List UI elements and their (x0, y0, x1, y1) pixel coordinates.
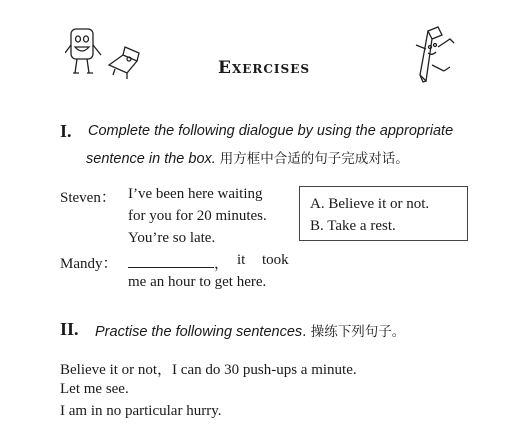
section-1-number: I. (60, 121, 72, 141)
mandy-line-2: me an hour to get here. (128, 274, 267, 290)
steven-line-3: You’re so late. (128, 230, 216, 246)
practice-sentence-3: I am in no particular hurry. (60, 403, 222, 419)
section-1-instruction-zh: 用方框中合适的句子完成对话。 (219, 151, 409, 167)
page-title: Exercises (217, 58, 311, 78)
section-1-instruction-line2 (86, 147, 409, 168)
mandy-comma: ， (214, 256, 230, 272)
option-b: B. Take a rest. (310, 218, 396, 234)
section-2-instruction (95, 320, 405, 341)
steven-label: Steven： (60, 190, 116, 206)
practice-sentence-1: Believe it or not，I can do 30 push-ups a minute. (60, 362, 357, 378)
mandy-line-1 (128, 252, 229, 273)
section-1-instruction-en: sentence in the box. (86, 151, 216, 167)
section-2-number: II. (60, 319, 79, 339)
option-a: A. Believe it or not. (310, 196, 430, 212)
section-2-instruction-zh: . 操练下列句子。 (302, 324, 406, 340)
mandy-word-it: it (237, 252, 246, 268)
mandy-label: Mandy： (60, 256, 118, 272)
section-2-instruction-en: Practise the following sentences (95, 324, 303, 340)
steven-line-2: for you for 20 minutes. (128, 208, 267, 224)
mandy-word-took: took (262, 252, 289, 268)
answer-blank[interactable] (128, 255, 214, 268)
steven-line-1: I’ve been here waiting (128, 186, 263, 202)
practice-sentence-2: Let me see. (60, 381, 129, 397)
section-1-instruction-line1: Complete the following dialogue by using the appropriate (88, 123, 454, 139)
